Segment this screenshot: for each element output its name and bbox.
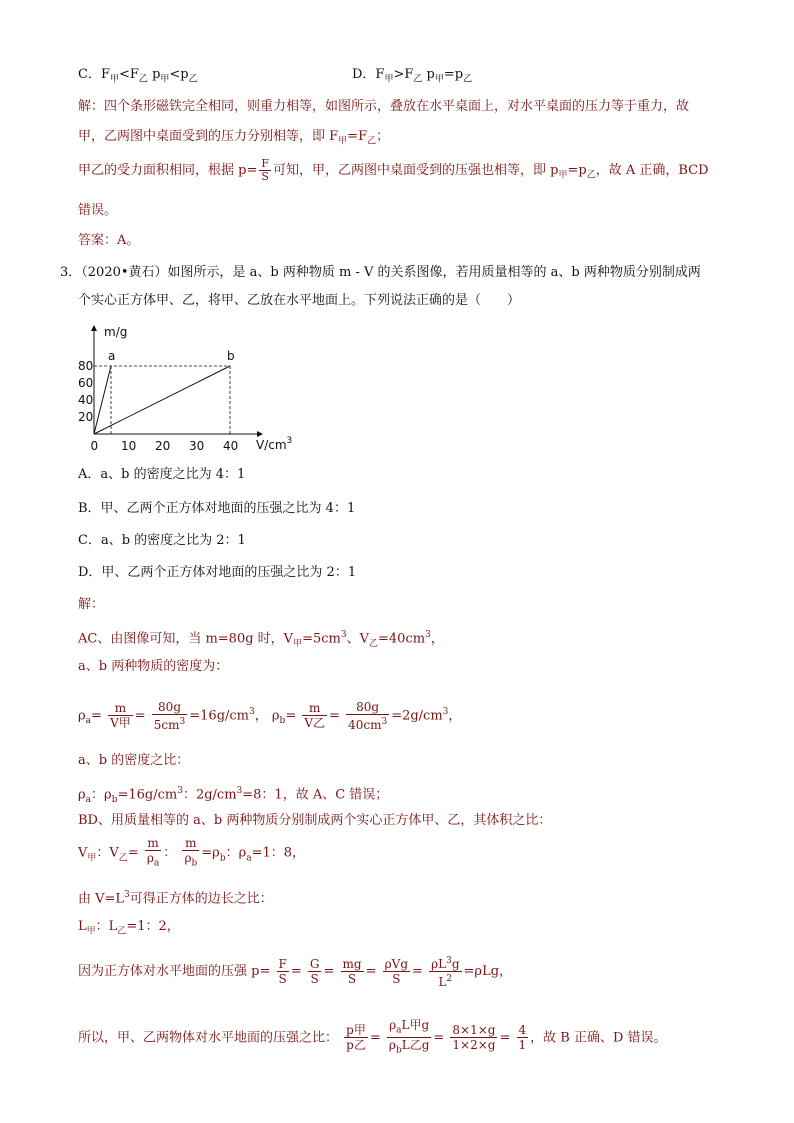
y-tick-40: 40 xyxy=(78,393,94,407)
x-tick-30: 30 xyxy=(189,439,205,452)
q3-option-b: B．甲、乙两个正方体对地面的压强之比为 4：1 xyxy=(78,501,356,516)
y-tick-20: 20 xyxy=(78,410,94,424)
q2-solution-line1: 解：四个条形磁铁完全相同，则重力相等，如图所示，叠放在水平桌面上，对水平桌面的压力等于重力，故 xyxy=(78,99,690,114)
q2-answer: 答案：A。 xyxy=(78,233,140,248)
series-a-line xyxy=(94,366,111,434)
y-tick-80: 80 xyxy=(78,359,94,373)
q2-solution-line2: 甲，乙两图中桌面受到的压力分别相等，即 $F_甲=F_乙$； xyxy=(78,129,390,147)
q3-option-d: D．甲、乙两个正方体对地面的压强之比为 2：1 xyxy=(78,565,357,580)
q3-density-intro: a、b 两种物质的密度为： xyxy=(78,659,229,674)
q3-cube-intro: 由 $V=L^3$可得正方体的边长之比： xyxy=(78,890,273,907)
q3-solution-ac: AC、由图像可知，当 m=80g 时，$V_甲=5cm^3$、$V_乙=40cm^3$， xyxy=(78,630,444,649)
x-tick-0: 0 xyxy=(90,439,99,452)
q3-option-a: A．a、b 的密度之比为 4：1 xyxy=(78,467,246,482)
x-tick-labels xyxy=(91,439,239,452)
q3-density-formula: $\rho_a=$ $\frac{m}{\text{V甲}}$ = $\frac{80g}{5cm^3}$ $=16g/cm^3$， $\rho_b=$ $\frac{m}{\text{V乙}}$ = $\frac{80g}{40cm^3}$ $=2g/cm^3$， xyxy=(78,699,462,732)
q3-solution-label: 解： xyxy=(78,597,105,612)
q3-volume-ratio: $V_甲$：$V_乙=$ $\frac{m}{\rho_a}$ ： $\frac{m}{\rho_b}$ $=\rho_b$：$\rho_a=1$：8， xyxy=(78,836,306,869)
x-tick-20: 20 xyxy=(155,439,171,452)
q2-solution-line3: 甲乙的受力面积相同，根据 p= $\frac{F}{S}$ 可知，甲，乙两图中桌面受到的压强也相等，即 $p_甲=p_乙$，故 A 正确，BCD xyxy=(78,157,709,183)
y-tick-labels xyxy=(78,359,93,424)
q3-stem-line1: 3．（2020•黄石）如图所示，是 a、b 两种物质 m - V 的关系图像，若用质量相等的 a、b 两种物质分别制成两 xyxy=(60,265,701,280)
series-a-label: a xyxy=(108,349,116,363)
q3-pressure-formula: 因为正方体对水平地面的压强 p= $\frac{F}{S}$ = $\frac{G}{S}$ = $\frac{mg}{S}$ = $\frac{\text{ρVg}}{S}$ = $\frac{\rho L^3g}{L^2}$ =ρLg， xyxy=(78,956,513,989)
y-tick-60: 60 xyxy=(78,376,94,390)
y-axis-label: m/g xyxy=(104,325,128,339)
x-tick-40: 40 xyxy=(223,439,239,452)
q3-stem-line2: 个实心正方体甲、乙，将甲、乙放在水平地面上。下列说法正确的是（ ） xyxy=(78,293,521,308)
q3-final-ratio: 所以，甲、乙两物体对水平地面的压强之比： $\frac{\text{p甲}}{\text{p乙}}$ = $\frac{\rho_aL甲g}{\rho_bL乙g}$ = $\frac{8\times 1\times g}{1\times 2\times g}$ = $\frac{4}{1}$ ，故 B 正确、D 错误。 xyxy=(78,1018,667,1056)
q3-option-c: C．a、b 的密度之比为 2：1 xyxy=(78,533,246,548)
q3-length-ratio: $L_甲$：$L_乙=1$：2， xyxy=(78,919,180,937)
q3-ratio-line: $\rho_a$：$\rho_b=16g/cm^3$：$2g/cm^3=8$：1，故 A、C 错误； xyxy=(78,786,389,805)
fraction-f-over-s: $\frac{F}{S}$ xyxy=(261,157,269,183)
q3-ratio-intro: a、b 的密度之比： xyxy=(78,753,190,768)
series-b-line xyxy=(94,366,230,434)
q3-bd-line: BD、用质量相等的 a、b 两种物质分别制成两个实心正方体甲、乙，其体积之比： xyxy=(78,813,552,828)
series-lines xyxy=(94,349,235,434)
option-d-top: D．$F_甲>F_乙$ $p_甲=p_乙$ xyxy=(352,67,473,85)
q2-solution-line4: 错误。 xyxy=(78,203,118,218)
x-axis-label: $V/cm^3$ xyxy=(256,436,293,452)
series-b-label: b xyxy=(227,349,235,363)
option-c-top: C．$F_甲<F_乙$ $p_甲<p_乙$ xyxy=(78,67,198,85)
mv-chart xyxy=(70,322,310,452)
x-tick-10: 10 xyxy=(121,439,137,452)
